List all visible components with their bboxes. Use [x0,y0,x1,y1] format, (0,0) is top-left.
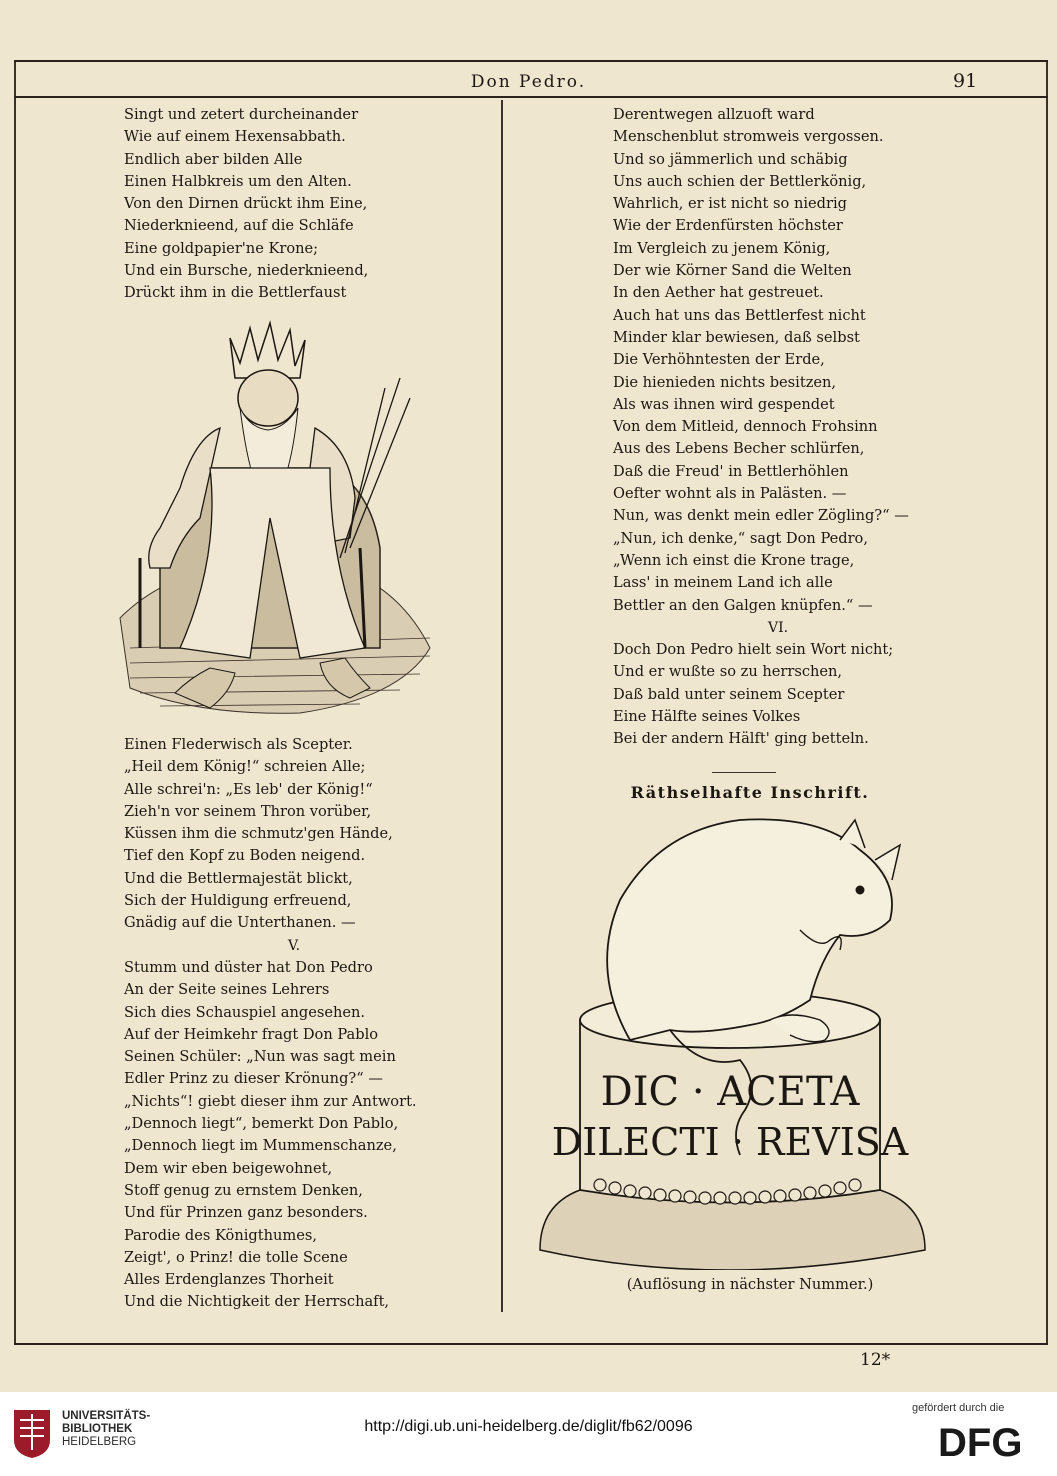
institution-line-1: UNIVERSITÄTS- [62,1410,151,1422]
digitization-footer [0,1392,1057,1476]
verse-line: Stumm und düster hat Don Pedro [124,958,373,976]
verse-line: Uns auch schien der Bettlerkönig, [613,172,867,190]
running-header-title: Don Pedro. [470,72,587,92]
verse-line: Alle schrei'n: „Es leb' der König!“ [124,780,373,798]
verse-line: In den Aether hat gestreuet. [613,284,824,302]
digital-library-url[interactable]: http://digi.ub.uni-heidelberg.de/diglit/fb62/0096 [364,1418,693,1435]
left-column-top [124,104,464,305]
institution-line-3: HEIDELBERG [62,1436,137,1448]
verse-line: An der Seite seines Lehrers [124,981,330,999]
verse-line: Wie auf einem Hexensabbath. [124,128,346,146]
verse-line: Nun, was denkt mein edler Zögling?“ — [613,507,909,525]
verse-line: Einen Flederwisch als Scepter. [124,736,353,753]
verse-line: Der wie Körner Sand die Welten [613,262,852,280]
verse-line: Auf der Heimkehr fragt Don Pablo [124,1025,379,1043]
verse-line: Küssen ihm die schmutz'gen Hände, [124,825,393,843]
verse-line: Und für Prinzen ganz besonders. [124,1204,368,1222]
verse-line: Dem wir eben beigewohnet, [124,1159,333,1177]
right-column [613,104,943,751]
verse-line: Und die Nichtigkeit der Herrschaft, [124,1293,390,1311]
riddle-caption: (Auflösung in nächster Nummer.) [626,1276,874,1293]
institution-line-2: BIBLIOTHEK [62,1423,133,1435]
verse-line: Wahrlich, er ist nicht so niedrig [613,195,847,213]
frame-right-rule [1046,60,1048,1345]
verse-line: Lass' in meinem Land ich alle [613,574,833,592]
dfg-logo-icon [938,1422,1042,1462]
verse-line: Derentwegen allzuoft ward [613,106,815,123]
funded-by-label: gefördert durch die [912,1402,1005,1414]
verse-line: Sich der Huldigung erfreuend, [124,892,352,910]
verse-line: Eine Hälfte seines Volkes [613,708,801,726]
signature-mark: 12* [860,1350,891,1370]
dfg-logo-text: DFG [938,1422,1023,1462]
frame-top-rule [14,60,1048,62]
verse-line: Die Verhöhntesten der Erde, [613,351,825,369]
verse-line: Singt und zetert durcheinander [124,106,359,123]
verse-line: Im Vergleich zu jenem König, [613,239,831,257]
cat-pedestal-illustration [520,810,940,1270]
verse-line: Minder klar bewiesen, daß selbst [613,328,860,346]
header-rule [14,96,1048,98]
verse-line: „Nichts“! giebt dieser ihm zur Antwort. [124,1092,417,1110]
verse-line: Auch hat uns das Bettlerfest nicht [613,306,866,324]
verse-line: Daß die Freud' in Bettlerhöhlen [613,462,849,480]
section-heading-v: V. [287,937,301,954]
verse-line: Drückt ihm in die Bettlerfaust [124,284,347,302]
verse-line: Wie der Erdenfürsten höchster [613,217,843,235]
verse-line: Edler Prinz zu dieser Krönung?“ — [124,1070,383,1088]
verse-line: „Heil dem König!“ schreien Alle; [124,758,366,776]
verse-line: „Nun, ich denke,“ sagt Don Pedro, [613,529,868,547]
verse-line: Und ein Bursche, niederknieend, [124,262,369,280]
verse-line: Und so jämmerlich und schäbig [613,150,848,168]
verse-line: Als was ihnen wird gespendet [613,395,835,413]
verse-line: Menschenblut stromweis vergossen. [613,128,884,146]
verse-line: Eine goldpapier'ne Krone; [124,239,319,257]
verse-line: Und die Bettlermajestät blickt, [124,869,353,887]
verse-line: Alles Erdenglanzes Thorheit [124,1271,334,1289]
verse-line: „Wenn ich einst die Krone trage, [613,551,855,569]
left-column-bottom [124,734,464,1314]
verse-line: Doch Don Pedro hielt sein Wort nicht; [613,641,894,659]
verse-line: Bettler an den Galgen knüpfen.“ — [613,596,873,614]
riddle-separator-rule [712,772,776,773]
verse-line: Von den Dirnen drückt ihm Eine, [124,195,368,213]
verse-line: Sich dies Schauspiel angesehen. [124,1003,366,1021]
verse-line: Die hienieden nichts besitzen, [613,373,837,391]
verse-line: „Dennoch liegt“, bemerkt Don Pablo, [124,1115,399,1133]
verse-line: Bei der andern Hälft' ging betteln. [613,730,869,748]
column-divider [501,100,503,1312]
verse-line: Daß bald unter seinem Scepter [613,685,845,703]
inscription-line-1: DIC · ACETA [600,1069,860,1115]
verse-line: Tief den Kopf zu Boden neigend. [124,847,366,865]
beggar-king-illustration [100,318,450,730]
inscription-line-2: DILECTI · REVISA [551,1120,909,1164]
frame-left-rule [14,60,16,1345]
verse-line: Von dem Mitleid, dennoch Frohsinn [613,418,878,436]
verse-line: Parodie des Königthumes, [124,1226,317,1244]
verse-line: Stoff genug zu ernstem Denken, [124,1181,363,1199]
verse-line: Aus des Lebens Becher schlürfen, [613,440,865,458]
verse-line: Gnädig auf die Unterthanen. — [124,914,356,932]
frame-bottom-rule [14,1343,1048,1345]
verse-line: Seinen Schüler: „Nun was sagt mein [124,1048,396,1066]
verse-line: „Dennoch liegt im Mummenschanze, [124,1137,397,1155]
verse-line: Endlich aber bilden Alle [124,150,303,168]
verse-line: Einen Halbkreis um den Alten. [124,172,352,190]
section-heading-vi: VI. [767,619,789,636]
verse-line: Oefter wohnt als in Palästen. — [613,485,847,503]
verse-line: Zieh'n vor seinem Thron vorüber, [124,802,372,820]
riddle-title: Räthselhafte Inschrift. [630,783,870,802]
verse-line: Zeigt', o Prinz! die tolle Scene [124,1248,348,1266]
verse-line: Und er wußte so zu herrschen, [613,663,843,681]
verse-line: Niederknieend, auf die Schläfe [124,217,354,235]
page-number: 91 [953,70,978,92]
